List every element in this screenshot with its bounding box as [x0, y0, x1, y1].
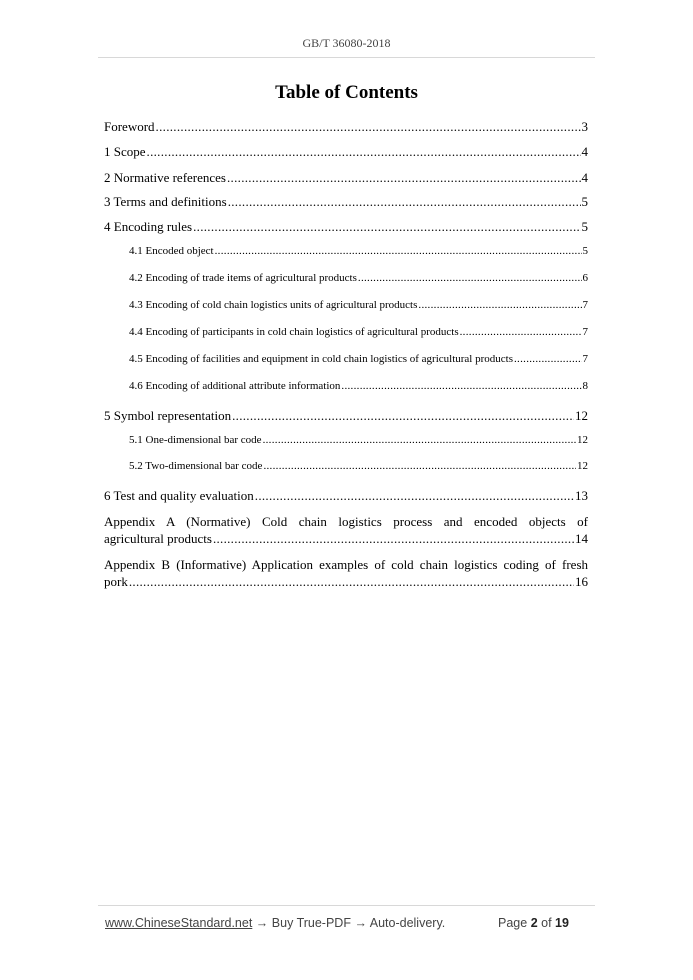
toc-entry-appendix-a[interactable]	[104, 513, 588, 547]
site-link[interactable]: www.ChineseStandard.net	[105, 916, 253, 930]
dot-leader	[193, 219, 580, 235]
arrow-right-icon: →	[354, 916, 367, 930]
dot-leader	[514, 351, 582, 367]
toc-entry-encoding-rules[interactable]	[104, 219, 588, 235]
toc-entry-label: 4.6 Encoding of additional attribute information	[129, 380, 341, 392]
toc-entry-page: 12	[577, 434, 588, 446]
toc-entry-page: 8	[582, 380, 588, 392]
dot-leader	[147, 144, 581, 160]
toc-entry-page: 7	[582, 353, 588, 365]
toc-entry-label: Appendix B (Informative) Application examples of cold chain logistics coding of fresh	[104, 557, 588, 572]
dot-leader	[358, 270, 582, 286]
of-word: of	[541, 916, 552, 930]
toc-entry-label: Appendix A (Normative) Cold chain logistics process and encoded objects of	[104, 514, 588, 529]
dot-leader	[156, 119, 581, 135]
toc-entry-symbol-representation[interactable]	[104, 408, 588, 424]
toc-entry-label: 4.5 Encoding of facilities and equipment in cold chain logistics of agricultural products	[129, 353, 513, 365]
toc-entry-label: 6 Test and quality evaluation	[104, 488, 254, 503]
toc-entry-scope[interactable]	[104, 144, 588, 160]
toc-entry-label: 5 Symbol representation	[104, 408, 232, 423]
current-page-number: 2	[530, 916, 538, 930]
toc-entry-page: 5	[581, 219, 588, 234]
toc-entry-page: 7	[582, 299, 588, 311]
footer-promo	[105, 916, 445, 930]
toc-entry-appendix-b[interactable]	[104, 556, 588, 590]
dot-leader	[255, 488, 574, 504]
toc-entry-logistics-units[interactable]	[129, 297, 588, 313]
toc-entry-page: 3	[581, 119, 588, 134]
toc-entry-page: 16	[575, 574, 588, 589]
toc-entry-label: 3 Terms and definitions	[104, 194, 227, 209]
page-indicator	[498, 916, 569, 930]
toc-entry-label: 1 Scope	[104, 144, 146, 159]
toc-entry-page: 6	[582, 272, 588, 284]
buy-pdf-link[interactable]: Buy True-PDF	[271, 916, 351, 930]
toc-entry-additional-attributes[interactable]	[129, 378, 588, 394]
toc-entry-label: 4.1 Encoded object	[129, 245, 214, 257]
toc-entry-page: 13	[575, 488, 588, 503]
toc-entry-one-dimensional-bar-code[interactable]	[129, 432, 588, 448]
toc-entry-foreword[interactable]	[104, 119, 588, 135]
dot-leader	[263, 432, 576, 448]
toc-entry-two-dimensional-bar-code[interactable]	[129, 458, 588, 474]
toc-entry-label: 4.3 Encoding of cold chain logistics units of agricultural products	[129, 299, 418, 311]
header-divider	[98, 57, 595, 58]
dot-leader	[232, 408, 574, 424]
arrow-right-icon: →	[255, 916, 269, 930]
toc-entry-page: 4	[581, 144, 588, 159]
toc-entry-terms-and-definitions[interactable]	[104, 194, 588, 210]
toc-entry-page: 5	[582, 245, 588, 257]
toc-entry-normative-references[interactable]	[104, 170, 588, 186]
total-page-count: 19	[555, 916, 569, 930]
toc-entry-encoded-object[interactable]	[129, 243, 588, 259]
toc-entry-test-quality-evaluation[interactable]	[104, 488, 588, 504]
toc-entry-page: 14	[575, 531, 588, 546]
dot-leader	[341, 378, 581, 394]
toc-entry-label-continuation: agricultural products	[104, 531, 212, 546]
dot-leader	[418, 297, 581, 313]
toc-entry-participants[interactable]	[129, 324, 588, 340]
dot-leader	[460, 324, 582, 340]
footer-divider	[98, 905, 595, 906]
toc-entry-page: 7	[582, 326, 588, 338]
toc-entry-facilities-equipment[interactable]	[129, 351, 588, 367]
toc-entry-label: 4.2 Encoding of trade items of agricultural products	[129, 272, 357, 284]
toc-entry-label-continuation: pork	[104, 574, 128, 589]
toc-entry-page: 12	[575, 408, 588, 423]
toc-entry-label: 5.1 One-dimensional bar code	[129, 434, 262, 446]
dot-leader	[228, 194, 581, 210]
dot-leader	[227, 170, 581, 186]
document-number-header: GB/T 36080-2018	[302, 36, 391, 50]
page-title: Table of Contents	[275, 82, 418, 103]
dot-leader	[263, 458, 576, 474]
dot-leader	[129, 573, 574, 590]
auto-delivery-text: Auto-delivery.	[369, 916, 446, 930]
toc-entry-page: 12	[577, 460, 588, 472]
dot-leader	[213, 530, 574, 547]
toc-entry-label: Foreword	[104, 119, 155, 134]
toc-entry-label: 4.4 Encoding of participants in cold chain logistics of agricultural products	[129, 326, 459, 338]
page-word: Page	[498, 916, 528, 930]
toc-entry-page: 5	[581, 194, 588, 209]
toc-entry-label: 4 Encoding rules	[104, 219, 193, 234]
toc-entry-page: 4	[581, 170, 588, 185]
toc-entry-label: 2 Normative references	[104, 170, 226, 185]
dot-leader	[215, 243, 582, 259]
toc-entry-trade-items[interactable]	[129, 270, 588, 286]
toc-entry-label: 5.2 Two-dimensional bar code	[129, 460, 263, 472]
